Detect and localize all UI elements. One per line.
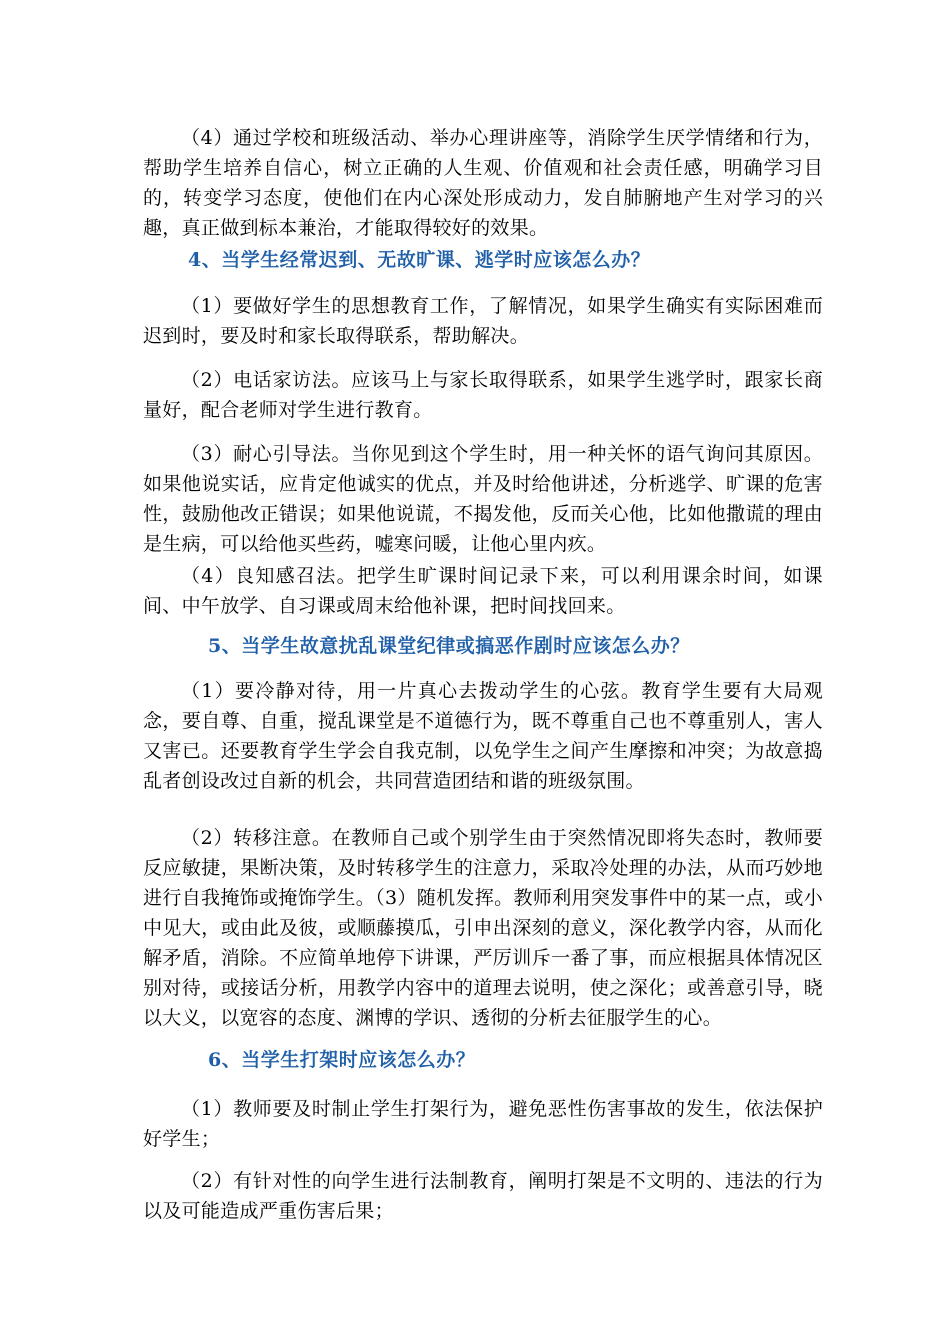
paragraph-divert-attention: （2）转移注意。在教师自己或个别学生由于突然情况即将失态时，教师要反应敏捷，果断决策，及时转移学生的注意力，采取冷处理的办法，从而巧妙地进行自我掩饰或掩饰学生。（3）随机发挥。教师利用突发事件中的某一点，或小中见大，或由此及彼，或顺藤摸瓜，引申出深刻的意义，深化教学内容，从而化解矛盾，消除。不应简单地停下讲课，严厉训斥一番了事，而应根据具体情况区别对待，或接话分析，用教学内容中的道理去说明，使之深化；或善意引导，晓以大义，以宽容的态度、渊博的学识、透彻的分析去征服学生的心。 [143, 827, 823, 1029]
paragraph-conscience-appeal: （4）良知感召法。把学生旷课时间记录下来，可以利用课余时间，如课间、中午放学、自习课或周末给他补课，把时间找回来。 [143, 565, 823, 617]
paragraph-patient-guidance: （3）耐心引导法。当你见到这个学生时，用一种关怀的语气询问其原因。如果他说实话，应肯定他诚实的优点，并及时给他讲述，分析逃学、旷课的危害性，鼓励他改正错误；如果他说谎，不揭发他，反而关心他，比如他撒谎的理由是生病，可以给他买些药，嘘寒问暖，让他心里内疚。 [143, 443, 823, 555]
paragraph-legal-education: （2）有针对性的向学生进行法制教育，阐明打架是不文明的、违法的行为以及可能造成严重伤害后果； [143, 1170, 823, 1222]
paragraph-school-activities: （4）通过学校和班级活动、举办心理讲座等，消除学生厌学情绪和行为，帮助学生培养自信心，树立正确的人生观、价值观和社会责任感，明确学习目的，转变学习态度，使他们在内心深处形成动力，发自肺腑地产生对学习的兴趣，真正做到标本兼治，才能取得较好的效果。 [143, 127, 823, 239]
paragraph-stay-calm: （1）要冷静对待，用一片真心去拨动学生的心弦。教育学生要有大局观念，要自尊、自重，搅乱课堂是不道德行为，既不尊重自己也不尊重别人，害人又害已。还要教育学生学会自我克制，以免学生之间产生摩擦和冲突；为故意捣乱者创设改过自新的机会，共同营造团结和谐的班级氛围。 [143, 680, 823, 792]
paragraph-phone-home-visit: （2）电话家访法。应该马上与家长取得联系，如果学生逃学时，跟家长商量好，配合老师对学生进行教育。 [143, 369, 823, 421]
paragraph-stop-fighting: （1）教师要及时制止学生打架行为，避免恶性伤害事故的发生，依法保护好学生； [143, 1098, 823, 1150]
heading-question-5: 5、当学生故意扰乱课堂纪律或搞恶作剧时应该怎么办？ [208, 635, 690, 657]
heading-question-4: 4、当学生经常迟到、无故旷课、逃学时应该怎么办？ [188, 249, 651, 271]
heading-question-6: 6、当学生打架时应该怎么办？ [208, 1049, 476, 1071]
paragraph-ideological-education: （1）要做好学生的思想教育工作，了解情况，如果学生确实有实际困难而迟到时，要及时和家长取得联系，帮助解决。 [143, 295, 823, 347]
